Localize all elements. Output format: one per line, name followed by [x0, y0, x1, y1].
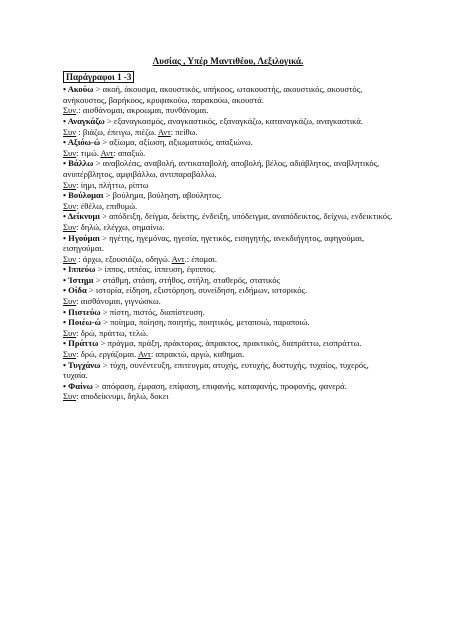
synonyms-text: : άρχω, εξουσιάζω, οδηγώ.	[76, 253, 172, 264]
synonym-line	[63, 127, 393, 138]
synonyms-label: Συν	[63, 327, 77, 338]
synonyms-label: Συν	[63, 296, 77, 307]
synonym-line	[63, 349, 393, 360]
derivatives-text: > ακοή, άκουσμα, ακουστικός, υπήκοος, ωτακουστής, ακουστικός, ακουστός, ανήκουστος, βαρήκοος, κρυφακούω, παρακούω, ακουστά.	[63, 84, 363, 105]
vocab-entry-line	[63, 137, 393, 148]
derivatives-text: > στάθμη, στάση, στήθος, στήλη, σταθερός, στατικός	[93, 274, 280, 285]
derivatives-text: > ηγέτης, ηγεμόνας, ηγεσία, ηγετικός, εισηγητής, ανεκδιήγητος, αφηγούμαι, εισηγούμαι.	[63, 232, 365, 254]
synonym-line	[63, 148, 393, 159]
bullet-icon: •	[63, 211, 68, 222]
headword: Βάλλω	[68, 158, 94, 169]
headword: Οίδα	[68, 285, 87, 296]
document-title: Λυσίας , Υπέρ Μαντιθέου, Λεξιλογικά.	[152, 56, 304, 66]
bullet-icon: •	[63, 306, 69, 317]
synonym-line	[63, 180, 393, 191]
antonyms-label: Αντ	[100, 147, 114, 158]
bullet-icon: •	[63, 137, 68, 148]
vocab-entry-line	[63, 338, 393, 349]
synonyms-text: : αποδείκνυμι, δηλώ, δοκει	[76, 391, 169, 402]
section-heading: Παράγραφοι 1 -3	[63, 71, 134, 84]
headword: Ακούω	[67, 84, 94, 95]
synonyms-text: : δηλώ, ελέγχω, σημαίνω.	[76, 221, 165, 232]
vocab-entry-line	[63, 307, 393, 318]
derivatives-text: > πράγμα, πράξη, πράκτορας, άπρακτος, πρακτικός, διαπράττω, εισπράττω.	[98, 338, 362, 349]
headword: Ηγούμαι	[68, 232, 100, 243]
synonyms-label: Συν	[63, 105, 77, 116]
synonyms-text: : ίημι, πλήττω, ρίπτω	[76, 179, 149, 190]
derivatives-text: > αξίωμα, αξίωση, αξιωματικός, απαξιώνω.	[100, 137, 253, 148]
bullet-icon: •	[63, 190, 69, 201]
vocab-entry-line	[63, 264, 393, 275]
synonym-line	[63, 391, 393, 402]
synonym-line	[63, 328, 393, 339]
synonyms-text: : έθέλω, επιθυμώ.	[76, 200, 138, 211]
vocab-entry-line	[63, 158, 393, 179]
derivatives-text: > βούλημα, βούληση, αβούλητος.	[103, 190, 222, 201]
antonyms-text: .: έπομαι.	[184, 253, 218, 264]
vocab-entry-line	[63, 317, 393, 328]
bullet-icon: •	[63, 317, 69, 328]
vocabulary-list	[63, 84, 393, 402]
synonym-line	[63, 296, 393, 307]
headword: Πιστεύω	[68, 306, 101, 317]
vocab-entry-line	[63, 211, 393, 222]
headword: Τυγχάνω	[68, 359, 101, 370]
antonyms-text: : απρακτώ, αργώ, καθημαι.	[150, 349, 245, 360]
headword: Αναγκάζω	[67, 115, 105, 126]
synonyms-label: Συν	[63, 179, 77, 190]
bullet-icon: •	[63, 380, 69, 391]
synonym-line	[63, 222, 393, 233]
derivatives-text: > τύχη, συνέντευξη, επιτευγμα, ατυχής, ευτυχής, δυστυχής, τυχαίος, τυχερός, τυχαία.	[63, 359, 369, 381]
synonym-line	[63, 254, 393, 265]
vocab-entry-line	[63, 190, 393, 201]
bullet-icon: •	[63, 274, 69, 285]
vocab-entry-line	[63, 381, 393, 392]
derivatives-text: > αναβολέας, αναβολή, αντικαταβολή, αποβολή, βέλος, αδιάβλητος, αναβλητικός, ανυπέρβλητος, αμφιβάλλω, αντιπαραβάλλω.	[63, 158, 380, 179]
document-content	[63, 56, 393, 402]
bullet-icon: •	[63, 158, 69, 169]
vocab-entry-line	[63, 285, 393, 296]
bullet-icon: •	[63, 115, 68, 126]
synonym-line	[63, 201, 393, 212]
synonyms-label: Συν	[63, 253, 77, 264]
bullet-icon: •	[63, 84, 68, 95]
derivatives-text: > ποίημα, ποίηση, ποιητής, ποιητικός, μεταποιώ, παραποιώ.	[100, 317, 310, 328]
synonyms-label: Συν	[63, 349, 77, 360]
synonyms-text: : βιάζω, έπειγω, πιέζω.	[76, 126, 158, 137]
headword: Φαίνω	[68, 380, 93, 391]
vocab-entry-line	[63, 360, 393, 381]
derivatives-text: > ίππος, ιππέας, ίππευση, έφιππος.	[95, 264, 216, 275]
bullet-icon: •	[63, 285, 69, 296]
derivatives-text: > πίστη, πιστός, διαπίστευση.	[100, 306, 205, 317]
vocab-entry-line	[63, 275, 393, 286]
bullet-icon: •	[63, 232, 69, 243]
headword: Ιππεύω	[68, 264, 96, 275]
bullet-icon: •	[63, 338, 69, 349]
bullet-icon: •	[63, 264, 69, 275]
headword: Αξιόω-ώ	[67, 137, 101, 148]
derivatives-text: > ιστορία, είδηση, εξιστόρηση, συνείδηση, ειδήμων, ιστορικός.	[86, 285, 308, 296]
antonyms-label: Αντ	[157, 126, 171, 137]
antonyms-text: : απαξιώ.	[113, 147, 146, 158]
bullet-icon: •	[63, 359, 69, 370]
synonyms-text: : αισθάνομαι, γιγνώσκω.	[76, 296, 161, 307]
headword: Ποιέω-ώ	[68, 317, 101, 328]
antonyms-label: Αντ	[137, 349, 151, 360]
antonyms-label: Αντ	[171, 253, 185, 264]
headword: Βούλομαι	[68, 190, 104, 201]
vocab-entry-line	[63, 233, 393, 254]
synonyms-label: Συν	[63, 391, 77, 402]
vocab-entry-line	[63, 84, 393, 105]
synonyms-text: : τιμώ.	[76, 147, 101, 158]
headword: Ίστημι	[68, 274, 94, 285]
synonyms-label: Συν	[63, 147, 77, 158]
derivatives-text: > απόφαση, έμφαση, επίφαση, επιφανής, καταφανής, προφανής, φανερά.	[92, 380, 347, 391]
derivatives-text: > εξαναγκασμός, αναγκαστικός, εξαναγκάζω, καταναγκάζω, αναγκαστικά.	[104, 115, 364, 126]
synonyms-text: : δρώ, πράττω, τελώ.	[76, 327, 149, 338]
synonyms-text: .: αισθάνομαι, ακροωμαι, πυνθάνομαι.	[76, 105, 209, 116]
derivatives-text: > απόδειξη, δείγμα, δείκτης, ένδειξη, υπόδειγμα, αναπόδεικτος, δείχνω, ενδεικτικός.	[100, 211, 393, 222]
synonym-line	[63, 105, 393, 116]
synonyms-label: Συν	[63, 126, 77, 137]
vocab-entry-line	[63, 116, 393, 127]
antonyms-text: : πείθω.	[170, 126, 198, 137]
synonyms-label: Συν	[63, 200, 77, 211]
synonyms-text: : δρώ, εργάζομαι.	[76, 349, 138, 360]
headword: Πράττω	[68, 338, 99, 349]
headword: Δείκνυμι	[67, 211, 101, 222]
synonyms-label: Συν	[63, 221, 77, 232]
